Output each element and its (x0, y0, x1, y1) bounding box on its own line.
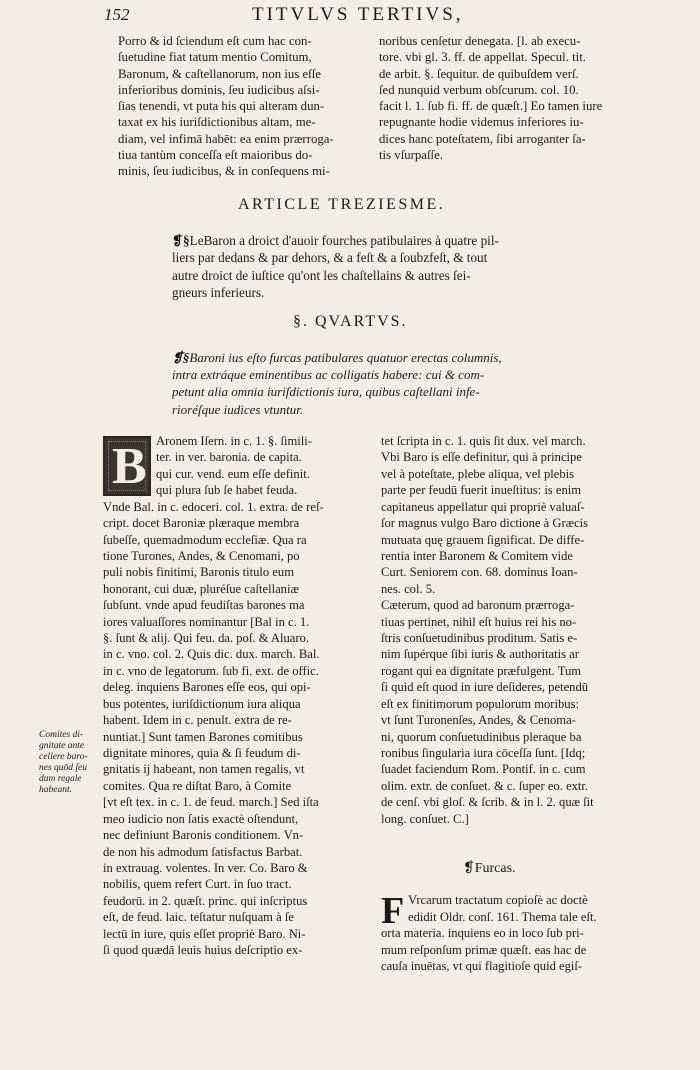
text-line: liers par dedans & par dehors, & a feſt & a ſoubzfeſt, & tout (172, 250, 488, 266)
text-line: Curt. Seniorem con. 68. dominus Ioan- (381, 565, 578, 580)
text-line: eſt ex finitimorum populorum moribus: (381, 696, 579, 711)
text-line: tiua tantùm conceſſa eſt maioribus do- (118, 148, 313, 163)
text-line: olim. extr. de conſuet. & c. ſuper eo. extr. (381, 778, 589, 793)
text-line: inferioribus dominis, ſeu iudicibus aſsi- (118, 82, 320, 97)
text-line: nim ſupérque ſibi iuris & authoritatis ar (381, 647, 579, 662)
text-line: de cenſ. vbi gloſ. & ſcrib. & in l. 2. quæ ſit (381, 795, 594, 810)
text-line: dignitate minores, quia & ſi feudum di- (103, 746, 301, 761)
text-line: deleg. inquiens Barones eſſe eos, qui opi- (103, 680, 311, 695)
text-line: §. ſunt & alij. Qui feu. da. poſ. & Aluaro. (103, 631, 310, 646)
margin-note-line: Comites di- (39, 730, 84, 740)
text-line: ſubſunt. vnde apud feudiſtas barones ma (103, 598, 305, 613)
text-line: diam, vel infimā habēt: ea enim prærroga- (118, 131, 334, 146)
folio-number: 152 (104, 5, 130, 24)
text-line: meo iudicio non ſatis exactè oſtendunt, (103, 811, 299, 826)
text-line: nobilis, quem refert Curt. in ſuo tract. (103, 877, 292, 892)
text-line: nuntiat.] Sunt tamen Barones comitibus (103, 729, 303, 744)
text-line: taxat ex his iuriſdictionibus altam, me- (118, 115, 316, 130)
text-line: tiuas pertinet, nihil eſt huius rei his no- (381, 614, 577, 629)
quartus-heading: §. QVARTVS. (293, 313, 408, 330)
text-line: tis vſurpaſſe. (379, 148, 443, 163)
text-line: Aronem Iſern. in c. 1. §. ſimili- (156, 434, 312, 448)
text-line: long. conſuet. C.] (381, 811, 469, 826)
text-line: ſi quid eſt quod in iure deſideres, petendū (381, 680, 589, 695)
text-line: iores valuaſſores nominantur [Bal in c. 1. (103, 614, 310, 629)
text-line: de arbit. §. ſequitur. de quibuſdem verſ. (379, 66, 579, 81)
text-line: minis, ſeu iudicibus, & in conſequens mi- (118, 164, 330, 179)
text-line: puli nobis finitimi, Baronis titulo eum (103, 565, 295, 580)
margin-note-line: gnitate ante (39, 741, 85, 751)
text-line: parte per feudū fuerit inueſtitus: is enim (381, 483, 582, 498)
french-article-text (172, 232, 499, 302)
text-line: ſed nunquid verbum obſcurum. col. 10. (379, 82, 579, 97)
furcas-heading: ❡Furcas. (463, 861, 516, 876)
running-head: TITVLVS TERTIVS, (252, 4, 464, 25)
text-line: ſor magnus vulgo Baro dictione à Græcis (381, 516, 589, 531)
text-line: ronibus ſingularia iura cōceſſa ſunt. [Idq; (381, 746, 586, 761)
text-line: cauſa inuētas, vt qui flagitioſe quid egiſ- (381, 959, 583, 974)
text-line: ſi quod quædā leuis huius deſcriptio ex- (103, 943, 303, 958)
text-line: qui cur. vend. eum eſſe definit. (156, 466, 310, 481)
text-line: cript. docet Baroniæ plæraque membra (103, 516, 300, 531)
pilcrow-icon: ❡§ (172, 233, 190, 248)
latin-article-text (172, 349, 502, 418)
text-line: feudorū. in 2. quæſt. princ. qui inſcriptus (103, 893, 308, 908)
text-line: bus potentes, iuriſdictionum iura aliqua (103, 696, 301, 711)
text-line: de non his admodum ſatisfactus Barbat. (103, 844, 303, 859)
furcas-text (381, 892, 597, 975)
text-line: in c. vno de legatorum. ſub fi. ext. de offic. (103, 663, 319, 678)
text-line: capitaneus appellatur qui propriè valuaſ- (381, 499, 585, 514)
text-line: ter. in ver. baronia. de capita. (156, 450, 302, 465)
text-line: habent. Idem in c. penult. extra de re- (103, 713, 292, 728)
text-line: ſuetudine fiat tatum mentio Comitum, (118, 50, 312, 65)
text-line: vt ſunt Turonenſes, Andes, & Cenoma- (381, 713, 576, 728)
text-line: ſtris conſuetudinibus proditum. Satis e- (381, 631, 578, 646)
text-line: vel à poteſtate, plebe aliqua, vel plebis (381, 466, 575, 481)
commentary-left-column (103, 433, 324, 959)
text-line: facit l. 1. ſub fi. ff. de quæſt.] Eo tamen iure (379, 99, 603, 114)
initial-letter: B (112, 438, 147, 495)
text-line: autre droict de iuſtice qu'ont les chaſtellains & autres ſei- (172, 267, 471, 283)
text-line: gneurs inferieurs. (172, 285, 265, 301)
commentary-right-column (381, 433, 594, 827)
margin-note-line: habeant. (39, 785, 72, 795)
text-line: rentia inter Baronem & Comitem vide (381, 548, 574, 563)
text-line: tione Turones, Andes, & Cenomani, po (103, 548, 300, 563)
text-line: Vrcarum tractatum copioſè ac doctè (408, 893, 588, 907)
text-line: [vt eſt tex. in c. 1. de feud. march.] Sed iſta (103, 795, 319, 810)
text-line: ſuadet faciendum Rom. Pontif. in c. cum (381, 762, 586, 777)
text-line: mum reſponſum primæ quæſt. eas hac de (381, 942, 587, 957)
text-line: in extrauag. volentes. In ver. Co. Baro & (103, 860, 308, 875)
text-line-content: Baroni ius eſto furcas patibulares quatuor erectas columnis, (189, 350, 502, 365)
text-line: lectū in iure, quis eſſet propriè Baro. Ni- (103, 926, 306, 941)
text-line: nec definiunt Baronis conditionem. Vn- (103, 828, 304, 843)
margin-note-line: cellere baro- (39, 752, 88, 762)
text-line: ſias tenendi, vt puta his qui alteram dun- (118, 99, 325, 114)
top-right-column (379, 33, 602, 163)
top-left-column (118, 33, 334, 180)
text-line: comites. Qua re diſtat Baro, à Comite (103, 778, 292, 793)
margin-note-line: dum regale (39, 774, 82, 784)
text-line: Porro & id ſciendum eſt cum hac con- (118, 34, 312, 48)
text-line: intra extráque eminentibus ac colligatis habere: cui & com- (172, 367, 485, 383)
text-line: in c. vno. col. 2. Quis dic. dux. march. Bal. (103, 647, 320, 662)
initial-letter-f: F (381, 890, 405, 932)
text-line: edidit Oldr. conſ. 161. Thema tale eſt. (408, 909, 597, 924)
text-line: tet ſcripta in c. 1. quis ſit dux. vel march. (381, 434, 586, 448)
pilcrow-icon: ❡§ (172, 350, 190, 365)
text-line: gnitatis ij habeant, non tamen regalis, vt (103, 762, 305, 777)
text-line: nes. col. 5. (381, 581, 436, 596)
article-heading: ARTICLE TREZIESME. (238, 196, 446, 213)
text-line: rioréſque iudices vtuntur. (172, 401, 304, 417)
margin-note (39, 730, 88, 796)
text-line: ni, quorum conſuetudinibus pleraque ba (381, 729, 582, 744)
text-line: eſt, de feud. laic. teſtatur nuſquam à ſe (103, 910, 294, 925)
text-line: Vbi Baro is eſſe definitur, qui à principe (381, 450, 582, 465)
text-line: repugnante hodie videmus inferiores iu- (379, 115, 584, 130)
text-line-content: LeBaron a droict d'auoir fourches patibulaires à quatre pil- (189, 233, 499, 248)
text-line: Baronum, & caſtellanorum, non ius eſſe (118, 66, 321, 81)
text-line: dices hanc poteſtatem, ſibi arroganter ſa- (379, 131, 586, 146)
text-line: honorant, cui duæ, pluréſue caſtellaniæ (103, 581, 299, 596)
text-line: mutuata quę grauem ſignificat. De diffe- (381, 532, 585, 547)
text-line: noribus cenſetur denegata. [l. ab execu- (379, 34, 581, 48)
text-line: petunt alia omnia iuriſdictionis iura, quibus caſtellani infe- (172, 384, 480, 400)
text-line: Cæterum, quod ad baronum prærroga- (381, 598, 575, 613)
text-line (172, 232, 499, 249)
margin-note-line: nes quōd ſeu (39, 763, 88, 773)
text-line (172, 349, 502, 366)
text-line: orta materia. inquiens eo in loco ſub pri- (381, 926, 584, 941)
text-line: qui plura ſub ſe habet feuda. (156, 483, 298, 498)
text-line: ſubeſſe, quemadmodum eccleſiæ. Qua ra (103, 532, 307, 547)
text-line: rogant qui ea dignitate præfulgent. Tum (381, 663, 582, 678)
text-line: tore. vbi gl. 3. ff. de appellat. Specul. tit. (379, 50, 586, 65)
text-line: Vnde Bal. in c. edoceri. col. 1. extra. de reſ- (103, 499, 324, 514)
